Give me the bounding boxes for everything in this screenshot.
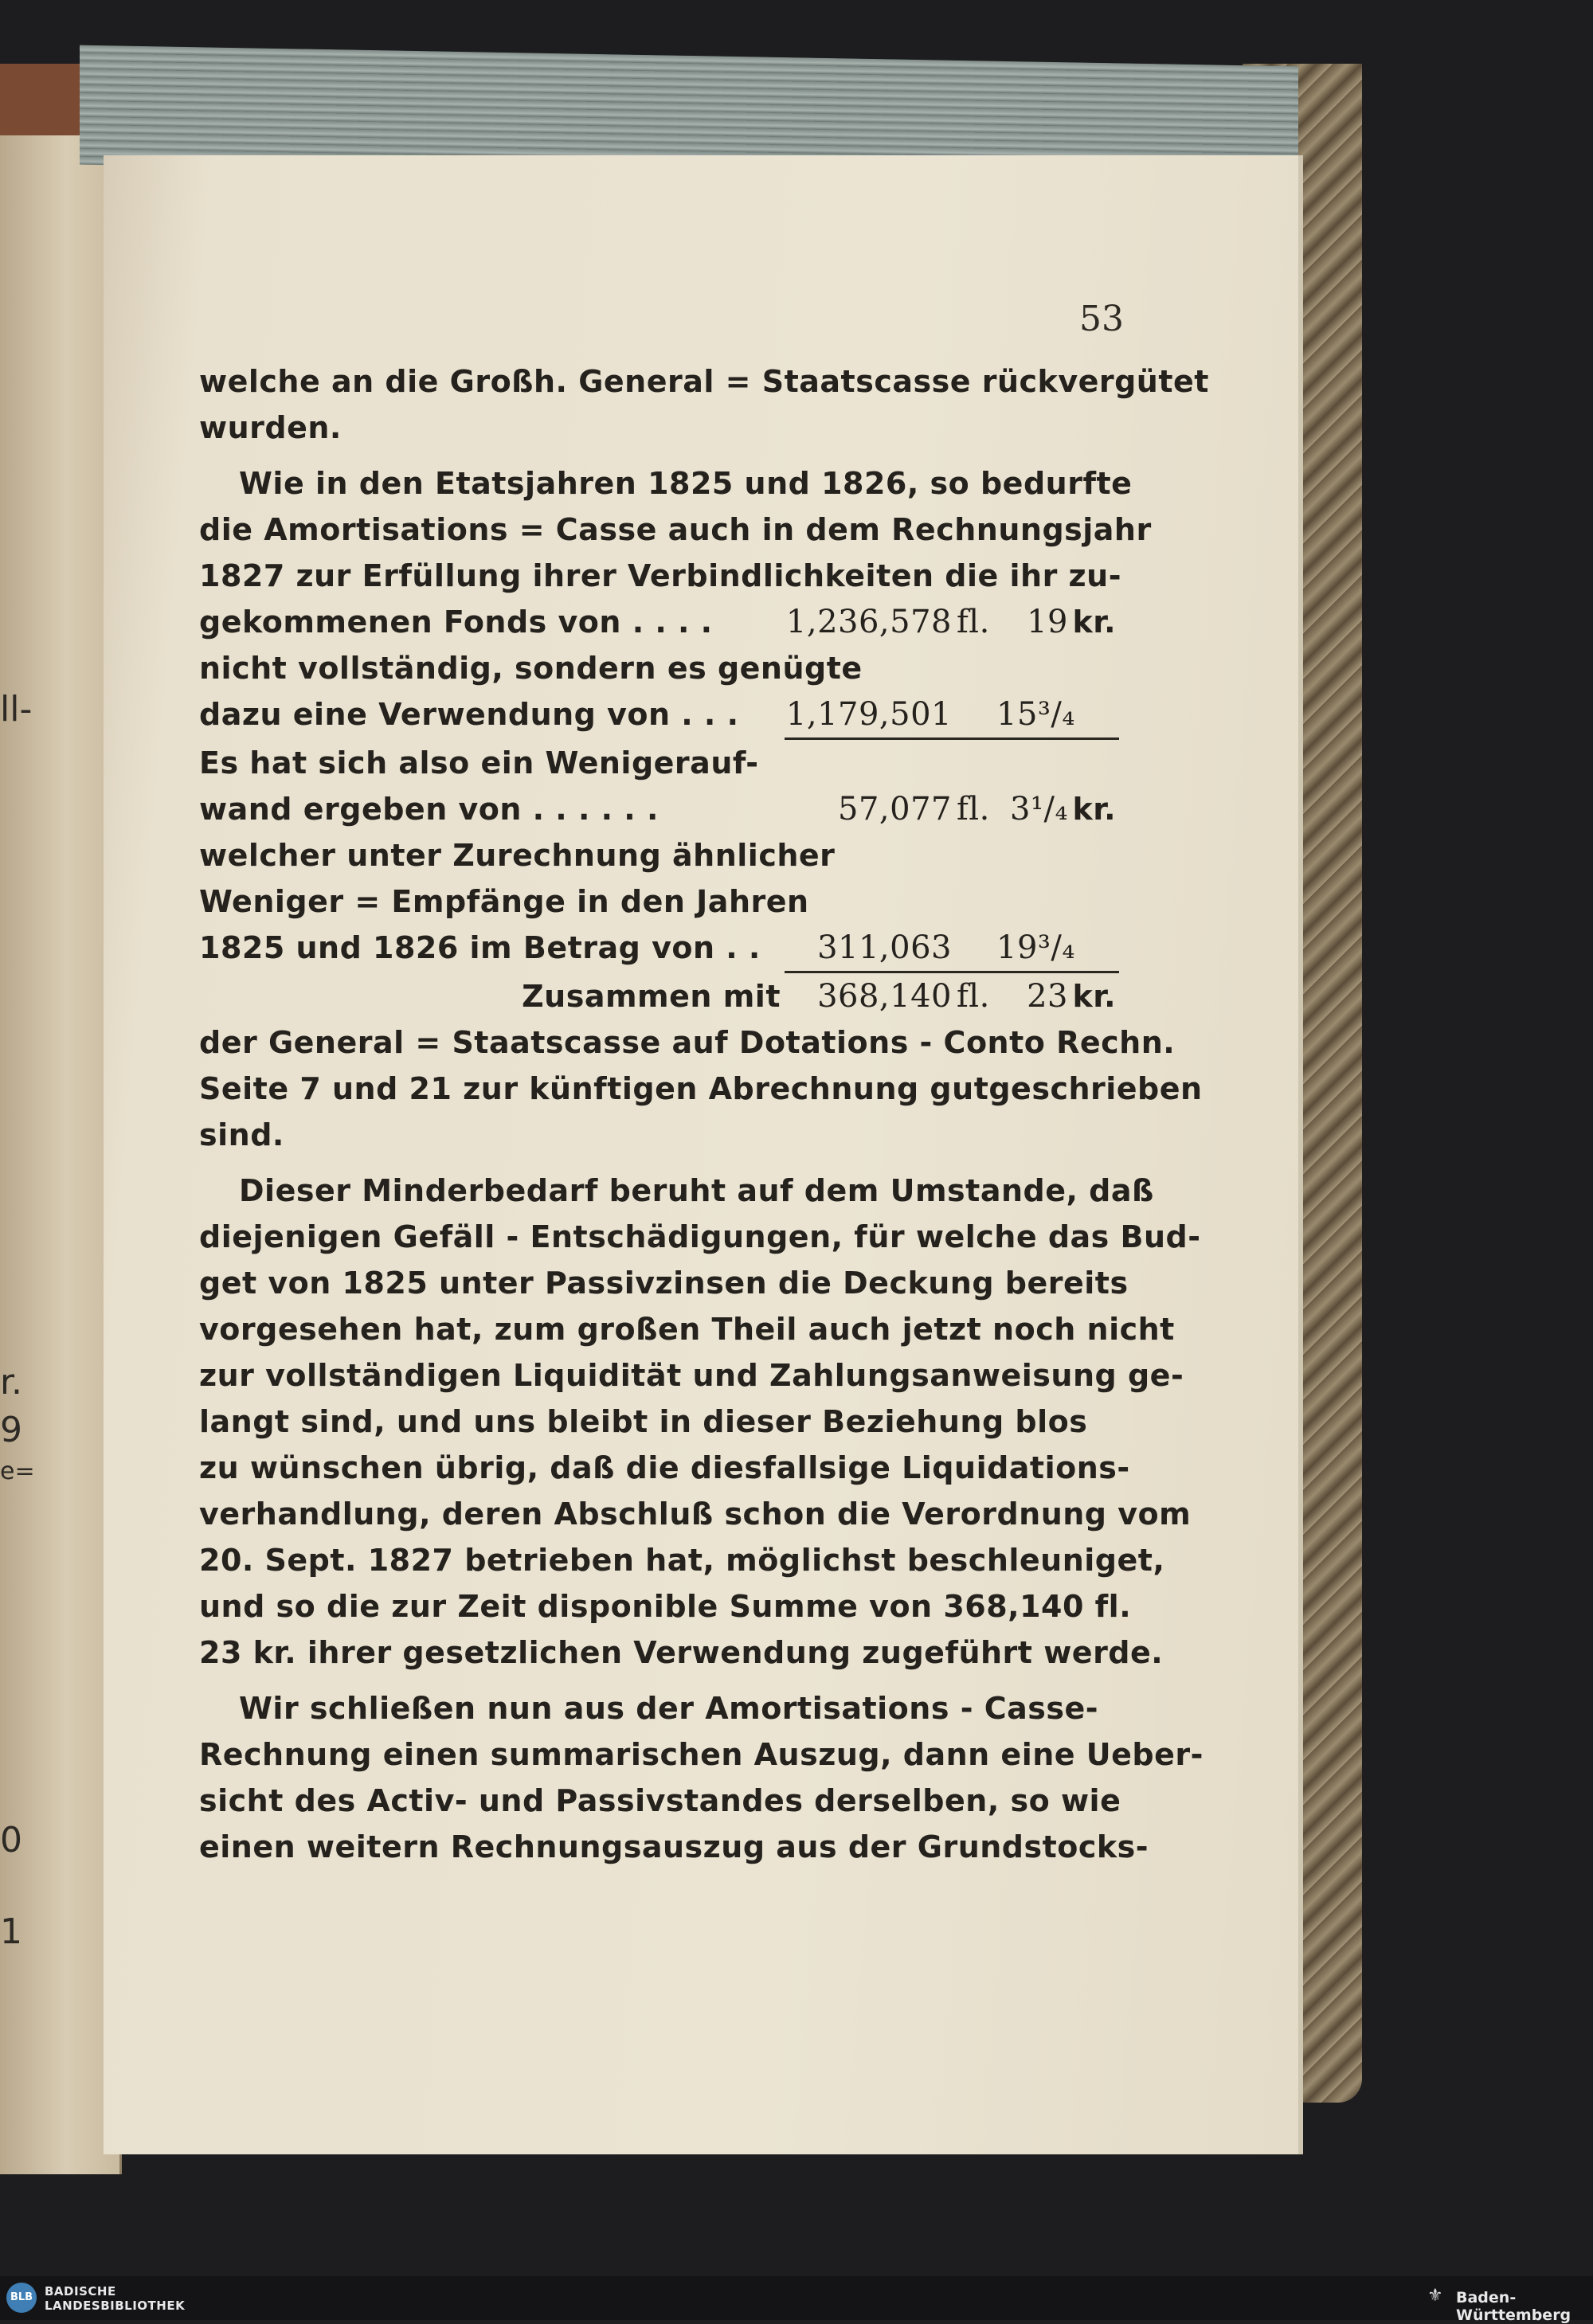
text-line: die Amortisations = Casse auch in dem Rechnungsjahr bbox=[199, 512, 1152, 547]
calc-kr-unit: kr. bbox=[1072, 979, 1116, 1014]
calc-amount: 311,063 bbox=[817, 929, 952, 966]
calc-total-label: Zusammen mit bbox=[522, 979, 781, 1014]
text-line: sicht des Activ- und Passivstandes derselben, so wie bbox=[199, 1783, 1121, 1818]
library-name-line2: LANDESBIBLIOTHEK bbox=[45, 2299, 186, 2313]
text-line: wurden. bbox=[199, 410, 342, 445]
text-line: zur vollständigen Liquidität und Zahlungsanweisung ge- bbox=[199, 1358, 1184, 1393]
margin-fragment: ll- bbox=[0, 689, 33, 730]
calc-label: 1825 und 1826 im Betrag von . . bbox=[199, 930, 761, 965]
margin-fragment: 9 bbox=[0, 1410, 22, 1450]
blb-logo-icon[interactable]: BLB bbox=[6, 2283, 37, 2313]
text-line: nicht vollständig, sondern es genügte bbox=[199, 651, 863, 686]
calc-amount: 1,236,578 bbox=[785, 604, 952, 640]
text-line: und so die zur Zeit disponible Summe von 368,140 fl. bbox=[199, 1589, 1132, 1624]
text-line: Rechnung einen summarischen Auszug, dann eine Ueber- bbox=[199, 1737, 1204, 1772]
text-line: 20. Sept. 1827 betrieben hat, möglichst beschleuniget, bbox=[199, 1543, 1165, 1578]
calc-row-fonds bbox=[199, 599, 1123, 645]
margin-fragment: r. bbox=[0, 1362, 23, 1403]
text-line: diejenigen Gefäll - Entschädigungen, für welche das Bud- bbox=[199, 1219, 1201, 1254]
calc-unit: fl. bbox=[957, 791, 990, 827]
calc-amount: 368,140 bbox=[817, 978, 952, 1015]
calc-amount: 57,077 bbox=[838, 791, 952, 827]
calc-kr: 15³/₄ bbox=[996, 696, 1075, 733]
calc-label: gekommenen Fonds von . . . . bbox=[199, 604, 713, 640]
calc-kr: 19 bbox=[1027, 604, 1068, 640]
text-line: Es hat sich also ein Wenigerauf- bbox=[199, 745, 759, 781]
footer-bar bbox=[0, 2276, 1593, 2324]
page-text bbox=[199, 358, 1209, 1870]
margin-fragment: 1 bbox=[0, 1911, 22, 1952]
text-line: 23 kr. ihrer gesetzlichen Verwendung zugeführt werde. bbox=[199, 1635, 1164, 1670]
text-line: verhandlung, deren Abschluß schon die Verordnung vom bbox=[199, 1497, 1192, 1532]
margin-fragment: e= bbox=[0, 1457, 35, 1485]
page-number: 53 bbox=[1079, 299, 1124, 339]
text-line: 1827 zur Erfüllung ihrer Verbindlichkeiten die ihr zu- bbox=[199, 558, 1122, 593]
text-line: Wie in den Etatsjahren 1825 und 1826, so bedurfte bbox=[239, 466, 1133, 501]
calc-kr: 19³/₄ bbox=[996, 929, 1075, 966]
calc-row-total bbox=[199, 973, 1123, 1019]
calc-amount: 1,179,501 bbox=[785, 696, 952, 733]
calc-unit: fl. bbox=[957, 604, 990, 640]
calc-label: dazu eine Verwendung von . . . bbox=[199, 697, 739, 732]
calc-row-verwendung bbox=[199, 691, 1123, 737]
text-line: zu wünschen übrig, daß die diesfallsige Liquidations- bbox=[199, 1450, 1130, 1485]
calc-unit: fl. bbox=[957, 978, 990, 1015]
text-line: Dieser Minderbedarf beruht auf dem Umstande, daß bbox=[239, 1173, 1154, 1208]
calc-kr-unit: kr. bbox=[1072, 604, 1116, 640]
text-line: Weniger = Empfänge in den Jahren bbox=[199, 884, 809, 919]
calc-kr-unit: kr. bbox=[1072, 792, 1116, 827]
text-line: einen weitern Rechnungsauszug aus der Grundstocks- bbox=[199, 1829, 1149, 1864]
baden-wuerttemberg-crest-icon: ⚜ bbox=[1427, 2286, 1443, 2306]
state-name[interactable]: Baden-Württemberg bbox=[1456, 2289, 1571, 2324]
text-line: langt sind, und uns bleibt in dieser Beziehung blos bbox=[199, 1404, 1088, 1439]
library-name-line1: BADISCHE bbox=[45, 2284, 116, 2299]
text-line: Wir schließen nun aus der Amortisations - Casse- bbox=[239, 1691, 1099, 1726]
text-line: sind. bbox=[199, 1117, 284, 1152]
margin-fragment: 0 bbox=[0, 1820, 22, 1860]
text-line: der General = Staatscasse auf Dotations - Conto Rechn. bbox=[199, 1025, 1176, 1060]
calc-row-wenigeraufwand bbox=[199, 786, 1123, 832]
calc-kr: 23 bbox=[1027, 978, 1068, 1015]
calc-kr: 3¹/₄ bbox=[1010, 791, 1068, 827]
calc-row-weniger-empfaenge bbox=[199, 925, 1123, 971]
text-line: Seite 7 und 21 zur künftigen Abrechnung gutgeschrieben bbox=[199, 1071, 1203, 1106]
calc-label: wand ergeben von . . . . . . bbox=[199, 792, 659, 827]
text-line: welche an die Großh. General = Staatscasse rückvergütet bbox=[199, 364, 1209, 399]
text-line: welcher unter Zurechnung ähnlicher bbox=[199, 838, 836, 873]
text-line: get von 1825 unter Passivzinsen die Deckung bereits bbox=[199, 1266, 1129, 1301]
text-line: vorgesehen hat, zum großen Theil auch jetzt noch nicht bbox=[199, 1312, 1175, 1347]
